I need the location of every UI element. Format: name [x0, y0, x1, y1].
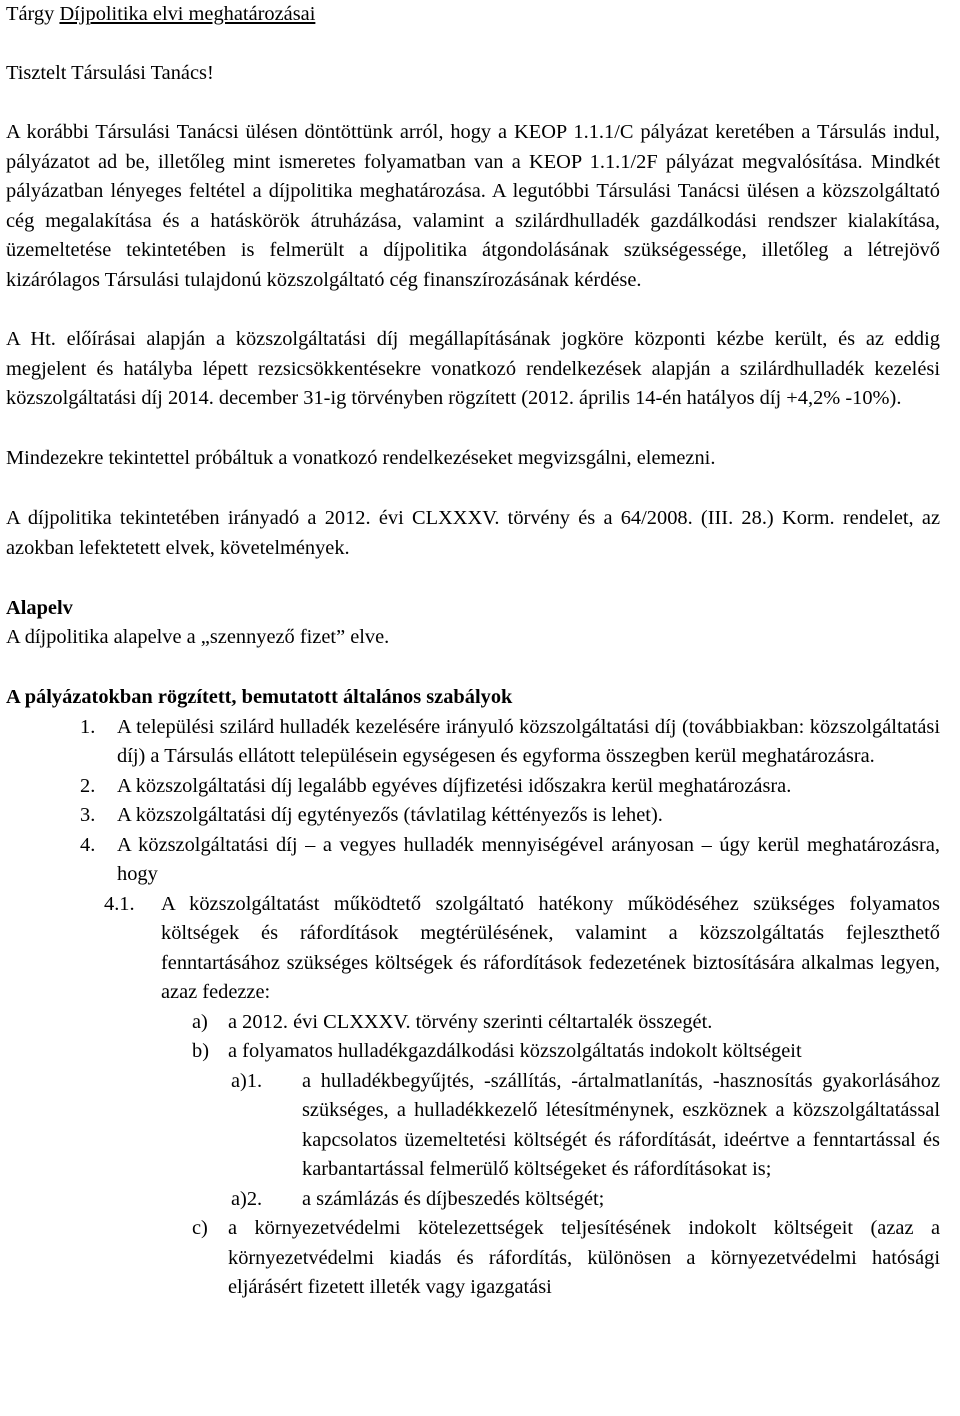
paragraph-considerations: Mindezekre tekintettel próbáltuk a vonatkozó rendelkezéseket megvizsgálni, elemezni. — [6, 447, 716, 469]
letter-item-label: c) — [192, 1217, 208, 1239]
list-item-text: A közszolgáltatási díj egytényezős (távlatilag kéttényezős is lehet). — [117, 804, 663, 826]
letter-item-label: a) — [192, 1010, 208, 1033]
list-item — [6, 801, 940, 831]
letter-item — [6, 1037, 940, 1067]
letter-item-text: a 2012. évi CLXXXV. törvény szerinti céltartalék összegét. — [228, 1010, 713, 1033]
list-item-number: 2. — [80, 774, 96, 797]
nested-item — [6, 1185, 940, 1215]
paragraph-intro-part-1: A korábbi Társulási Tanácsi ülésen döntöttünk arról, hogy a KEOP 1.1.1/C pályázat keretében a Társulás indul, pályázatot ad be, illetőleg mint ismeretes folyamatban van a KEOP 1.1.1/2F pályázat megvalósítása. — [6, 121, 940, 173]
list-item — [6, 713, 940, 772]
paragraph-intro-part-2: Mindkét pályázatban lényeges feltétel a díjpolitika meghatározása. A legutóbbi Társulási Tanácsi ülésen a közszolgáltató cég megalakítása és a hatáskörök átruházása, valamint a szilárdhulladék gazdálkodási rendszer kialakítása, üzemeltetése tekintetében is felmerült a díjpolitika átgondolásának szükségessége, illetőleg a létrejövő kizárólagos Társulási tulajdonú közszolgáltató cég finanszírozásának kérdése. — [6, 150, 940, 291]
rules-list — [6, 713, 940, 1303]
nested-item-label: a)2. — [231, 1187, 263, 1210]
letter-item-text: a folyamatos hulladékgazdálkodási közszolgáltatás indokolt költségeit — [228, 1040, 802, 1062]
document-page — [6, 0, 940, 1303]
principle-heading: Alapelv — [6, 596, 73, 619]
nested-item-text: a számlázás és díjbeszedés költségét; — [302, 1187, 605, 1210]
list-item — [6, 772, 940, 802]
letter-item — [6, 1214, 940, 1303]
letter-item — [6, 1008, 940, 1038]
rules-heading: A pályázatokban rögzített, bemutatott általános szabályok — [6, 686, 513, 708]
list-item-number: 4. — [80, 833, 96, 856]
subject-line — [6, 0, 940, 30]
sub-list-item-number: 4.1. — [104, 892, 135, 915]
salutation: Tisztelt Társulási Tanács! — [6, 62, 214, 84]
letter-item-label: b) — [192, 1040, 209, 1062]
principle-text: A díjpolitika alapelve a „szennyező fizet” elve. — [6, 626, 390, 648]
paragraph-intro — [6, 118, 940, 295]
sub-list-item — [6, 890, 940, 1008]
list-item — [6, 831, 940, 890]
list-item-text: A közszolgáltatási díj legalább egyéves díjfizetési időszakra kerül meghatározásra. — [117, 774, 792, 797]
list-item-number: 3. — [80, 804, 96, 826]
subject-label: Tárgy — [6, 3, 55, 25]
nested-item — [6, 1067, 940, 1185]
subject-title: Díjpolitika elvi meghatározásai — [59, 3, 316, 25]
letter-item-text: a környezetvédelmi kötelezettségek teljesítésének indokolt költségeit (azaz a környezetvédelmi kiadás és ráfordítás, különösen a környezetvédelmi hatósági eljárásért fizetett illeték vagy igazgatási — [228, 1217, 940, 1298]
nested-item-label: a)1. — [231, 1069, 263, 1092]
nested-item-text: a hulladékbegyűjtés, -szállítás, -ártalmatlanítás, -hasznosítás gyakorlásához szükséges, a hulladékkezelő létesítménynek, eszköznek a közszolgáltatással kapcsolatos üzemeltetési költségét és ráfordítását, ideértve a fenntartással és karbantartással felmerülő költségeket és ráfordításokat is; — [302, 1069, 940, 1180]
list-item-text: A települési szilárd hulladék kezelésére irányuló közszolgáltatási díj (továbbiakban: közszolgáltatási díj) a Társulás ellátott településein egységesen és egyforma összegben kerül meghatározásra. — [117, 715, 940, 767]
list-item-text: A közszolgáltatási díj – a vegyes hulladék mennyiségével arányosan – úgy kerül meghatározásra, hogy — [117, 833, 940, 885]
sub-list-item-text: A közszolgáltatást működtető szolgáltató hatékony működéséhez szükséges folyamatos költségek és ráfordítások megtérülésének, valamint a közszolgáltatás fejleszthető fenntartásához szükséges költségek és ráfordítások fedezetének biztosítására alkalmas legyen, azaz fedezze: — [161, 892, 940, 1003]
paragraph-ht: A Ht. előírásai alapján a közszolgáltatási díj megállapításának jogköre központi kézbe került, és az eddig megjelent és hatályba lépett rezsicsökkentésekre vonatkozó rendelkezések alapján a szilárdhulladék kezelési közszolgáltatási díj 2014. december 31-ig törvényben rögzített (2012. április 14-én hatályos díj +4,2% -10%). — [6, 328, 940, 409]
paragraph-legislation: A díjpolitika tekintetében irányadó a 2012. évi CLXXXV. törvény és a 64/2008. (III. 28.) Korm. rendelet, az azokban lefektetett elvek, követelmények. — [6, 507, 940, 559]
list-item-number: 1. — [80, 715, 96, 738]
